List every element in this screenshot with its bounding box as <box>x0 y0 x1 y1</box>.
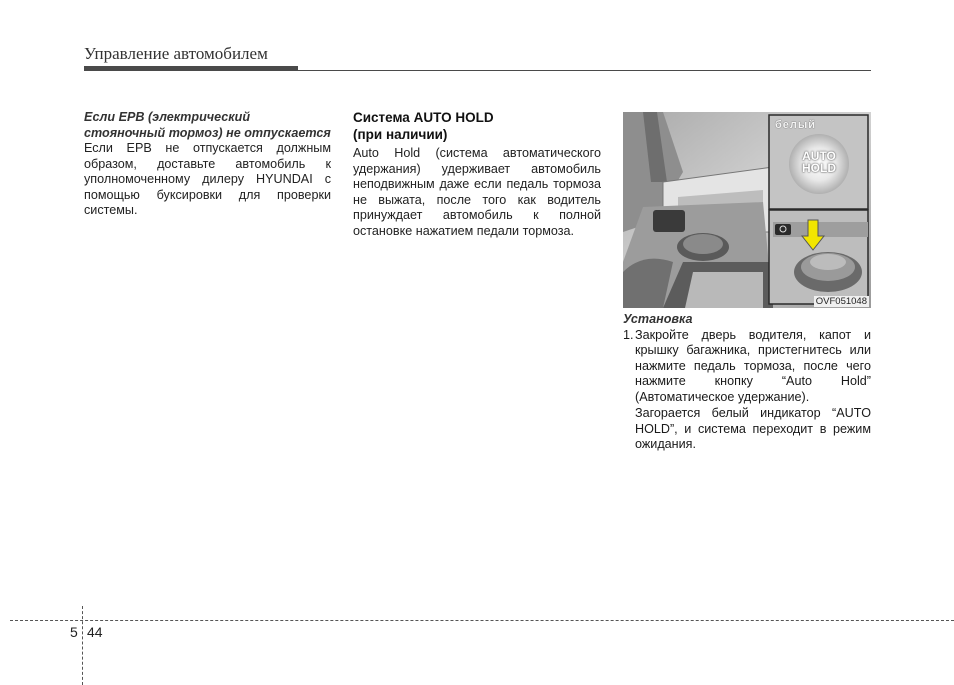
page-number: 44 <box>87 624 103 640</box>
auto-hold-figure <box>623 112 871 308</box>
step-1 <box>623 328 871 406</box>
page-title: Управление автомобилем <box>84 44 268 63</box>
step-1-text: Закройте дверь водителя, капот и крышку багажника, пристегнитесь или нажмите педаль тормоза, после чего нажмите кнопку “Auto Hold” (Автоматическое удержание). <box>635 327 871 404</box>
console-illustration <box>623 112 871 308</box>
indicator-line2: HOLD <box>802 161 836 175</box>
step-1-number: 1. <box>623 327 634 342</box>
middle-column <box>353 110 601 239</box>
epb-paragraph: Если EPB не отпускается должным образом, доставьте автомобиль к уполномоченному дилеру HYUNDAI с помощью буксировки для проверки системы. <box>84 141 331 217</box>
installation-subheading: Установка <box>623 312 693 326</box>
auto-hold-indicator <box>789 150 849 174</box>
right-column <box>623 312 871 453</box>
auto-hold-heading-line1: Система AUTO HOLD <box>353 110 494 125</box>
header-rule <box>298 70 871 71</box>
auto-hold-heading <box>353 110 601 143</box>
inset-label: белый <box>775 119 817 131</box>
step-1-note: Загорается белый индикатор “AUTO HOLD”, и система переходит в режим ожидания. <box>635 406 871 451</box>
auto-hold-heading-line2: (при наличии) <box>353 126 448 142</box>
left-column <box>84 110 331 219</box>
figure-code: OVF051048 <box>815 296 867 307</box>
footer-divider <box>82 606 83 685</box>
indicator-line1: AUTO <box>802 149 836 163</box>
auto-hold-paragraph: Auto Hold (система автоматического удержания) удерживает автомобиль неподвижным даже если педаль тормоза не выжата, после того как водитель принуждает автомобиль к полной остановке нажатием педали тормоза. <box>353 146 601 238</box>
section-number: 5 <box>70 624 78 640</box>
header-bar <box>84 66 298 71</box>
footer-rule <box>10 620 954 621</box>
epb-subheading: Если EPB (электрический стояночный тормоз) не отпускается <box>84 110 331 140</box>
